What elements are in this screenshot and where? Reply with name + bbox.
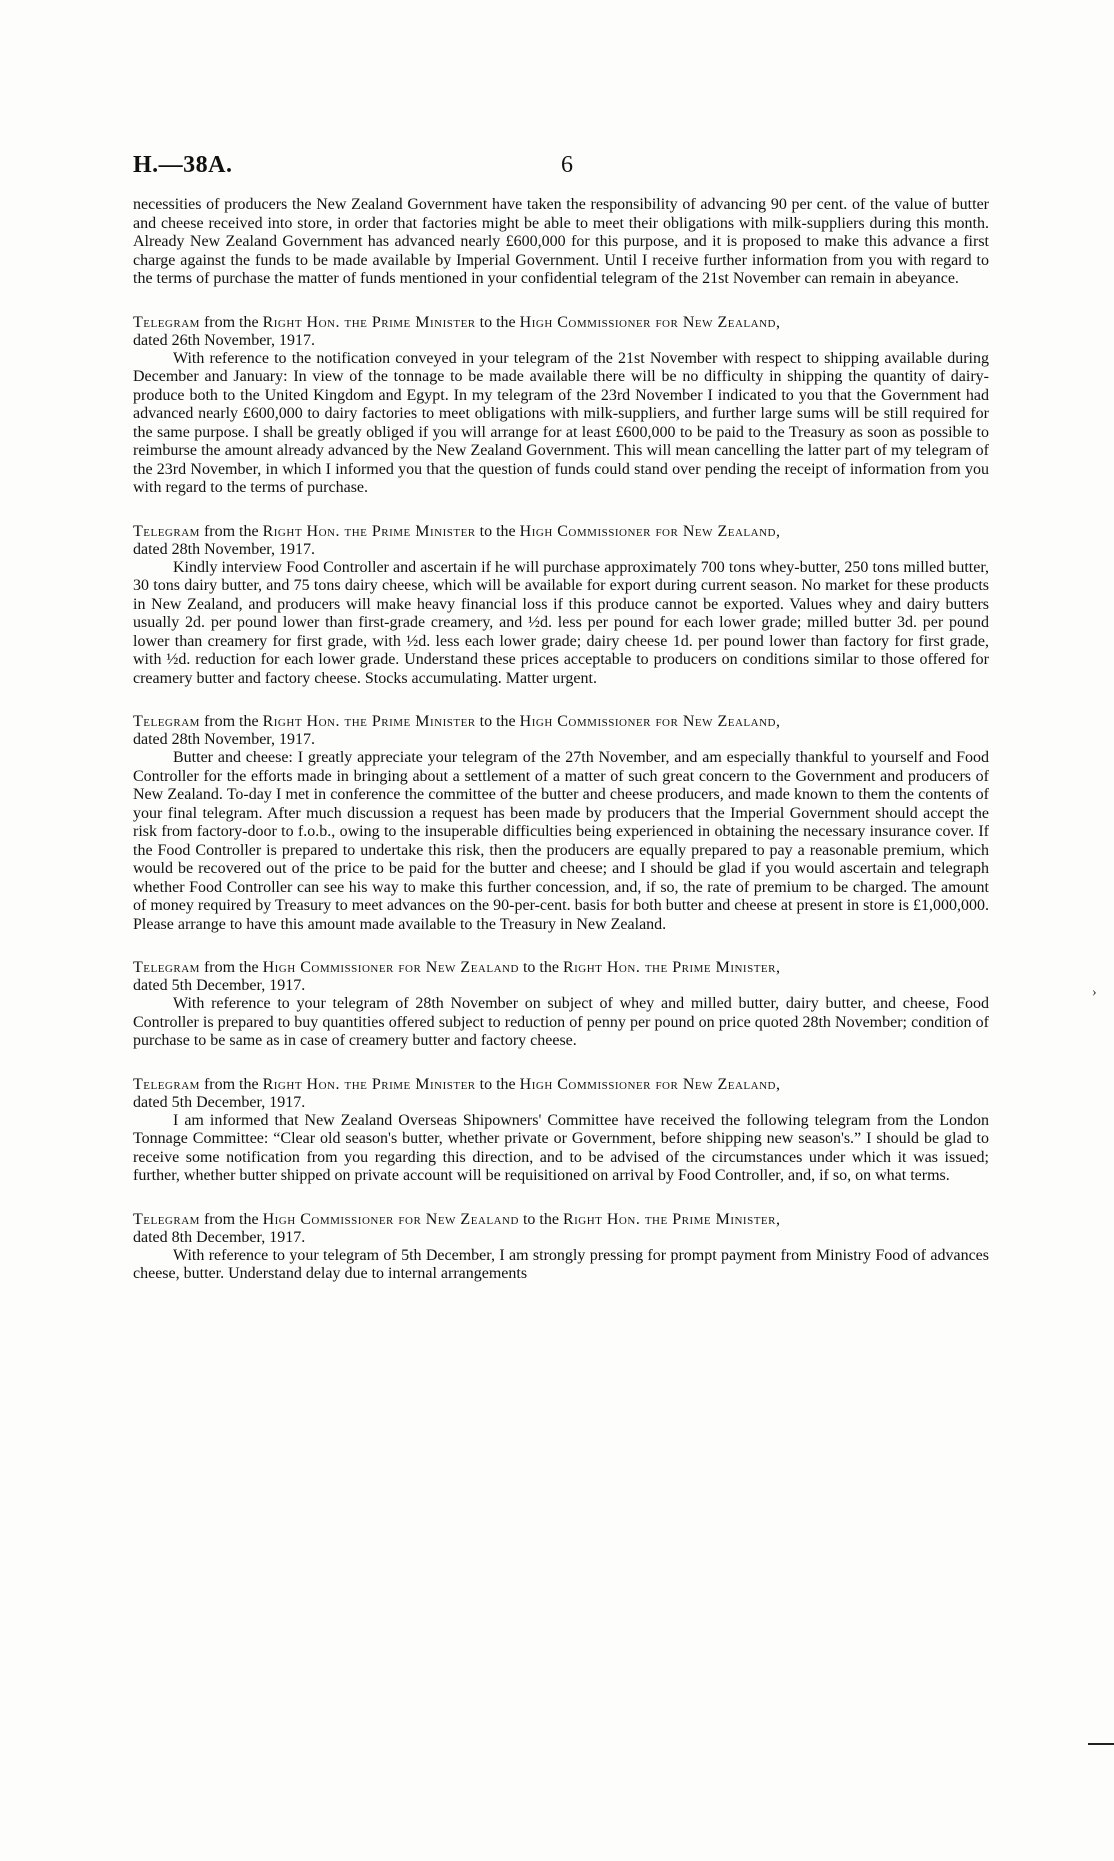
- telegram-label: Telegram: [133, 1210, 200, 1228]
- heading-connector: from the: [199, 959, 263, 976]
- telegram-sender: Right Hon. the Prime Minister: [262, 522, 476, 540]
- heading-punctuation: ,: [776, 522, 780, 540]
- heading-punctuation: ,: [776, 1075, 780, 1093]
- heading-connector: from the: [199, 522, 263, 540]
- telegram-body: With reference to your telegram of 28th November on subject of whey and milled butter, dairy butter, and cheese, Food Controller is prepared to buy quantities offered subject to reduction of penny per pound on price quoted 28th November; condition of purchase to be same as in case of creamery butter and factory cheese.: [133, 995, 989, 1049]
- heading-connector: to the: [518, 1210, 563, 1228]
- telegram-sender: Right Hon. the Prime Minister: [262, 1075, 476, 1093]
- telegram: [133, 713, 989, 934]
- telegram-heading: [133, 959, 989, 977]
- margin-mark: ›: [1092, 985, 1097, 1000]
- telegram-date: dated 28th November, 1917.: [133, 540, 315, 558]
- heading-connector: to the: [518, 959, 563, 976]
- telegram-recipient: Right Hon. the Prime Minister: [562, 1210, 776, 1228]
- heading-punctuation: ,: [776, 713, 780, 730]
- telegram-label: Telegram: [133, 522, 200, 540]
- heading-connector: from the: [199, 1075, 263, 1093]
- telegram: [133, 959, 989, 1051]
- telegram: [133, 1076, 989, 1186]
- telegram-body: Butter and cheese: I greatly appreciate your telegram of the 27th November, and am especially thankful to yourself and Food Controller for the efforts made in bringing about a settlement of a matter of such great concern to the Government and producers of New Zealand. To-day I met in conference the committee of the butter and cheese producers, and made known to them the contents of your final telegram. After much discussion a request has been made by producers that the Imperial Government should accept the risk from factory-door to f.o.b., owing to the insuperable difficulties being experienced in obtaining the necessary insurance cover. If the Food Controller is prepared to undertake this risk, then the producers are equally prepared to pay a reasonable premium, which would be recovered out of the price to be paid for the butter and cheese; and I should be glad if you would ascertain and telegraph whether Food Controller can see his way to make this further concession, and, if so, the rate of premium to be charged. The amount of money required by Treasury to meet advances on the 90-per-cent. basis for both butter and cheese at present in store is £1,000,000. Please arrange to have this amount made available to the Treasury in New Zealand.: [133, 749, 989, 933]
- page-header: [133, 152, 993, 186]
- telegram-sender: High Commissioner for New Zealand: [262, 959, 519, 976]
- telegram-date: dated 8th December, 1917.: [133, 1228, 306, 1246]
- page-content: [133, 196, 989, 1284]
- margin-rule: [1088, 1743, 1114, 1745]
- telegram: [133, 314, 989, 498]
- telegram-date: dated 5th December, 1917.: [133, 1093, 306, 1111]
- telegram-sender: High Commissioner for New Zealand: [262, 1210, 519, 1228]
- heading-connector: from the: [199, 1210, 263, 1228]
- telegram: [133, 523, 989, 689]
- telegram-recipient: High Commissioner for New Zealand: [519, 713, 776, 730]
- telegram-sender: Right Hon. the Prime Minister: [262, 713, 476, 730]
- heading-punctuation: ,: [776, 1210, 780, 1228]
- heading-punctuation: ,: [776, 959, 780, 976]
- telegram-date: dated 5th December, 1917.: [133, 977, 306, 994]
- telegram-heading: [133, 1211, 989, 1229]
- heading-connector: to the: [475, 313, 520, 331]
- heading-connector: to the: [475, 522, 520, 540]
- telegram-date: dated 28th November, 1917.: [133, 731, 315, 748]
- telegram-body: Kindly interview Food Controller and ascertain if he will purchase approximately 700 tons whey-butter, 250 tons milled butter, 30 tons dairy butter, and 75 tons dairy cheese, which will be available for export during current season. No market for these products in New Zealand, and producers will make heavy financial loss if this produce cannot be exported. Values whey and dairy butters usually 2d. per pound lower than first-grade creamery, and ½d. less per pound for each lower grade; milled butter 3d. per pound lower than creamery for first grade, with ½d. less each lower grade; dairy cheese 1d. per pound lower than factory for first grade, with ½d. reduction for each lower grade. Understand these prices acceptable to producers on conditions similar to those offered for creamery butter and factory cheese. Stocks accumulating. Matter urgent.: [133, 558, 989, 687]
- telegram-list: [133, 314, 989, 1284]
- telegram-heading: [133, 523, 989, 541]
- heading-punctuation: ,: [776, 313, 780, 331]
- telegram-label: Telegram: [133, 713, 200, 730]
- telegram-recipient: High Commissioner for New Zealand: [519, 313, 776, 331]
- telegram-sender: Right Hon. the Prime Minister: [262, 313, 476, 331]
- telegram-heading: [133, 713, 989, 731]
- telegram: [133, 1211, 989, 1284]
- telegram-date: dated 26th November, 1917.: [133, 331, 315, 349]
- telegram-recipient: High Commissioner for New Zealand: [519, 522, 776, 540]
- telegram-label: Telegram: [133, 1075, 200, 1093]
- heading-connector: from the: [199, 713, 263, 730]
- telegram-recipient: Right Hon. the Prime Minister: [562, 959, 776, 976]
- telegram-label: Telegram: [133, 313, 200, 331]
- heading-connector: from the: [199, 313, 263, 331]
- page-number: 6: [561, 152, 573, 178]
- opening-paragraph: necessities of producers the New Zealand Government have taken the responsibility of advancing 90 per cent. of the value of butter and cheese received into store, in order that factories might be able to meet their obligations with milk-suppliers during this month. Already New Zealand Government has advanced nearly £600,000 for this purpose, and it is proposed to make this advance a first charge against the funds to be made available by Imperial Government. Until I receive further information from you with regard to the terms of purchase the matter of funds mentioned in your confidential telegram of the 21st November can remain in abeyance.: [133, 196, 989, 287]
- telegram-heading: [133, 1076, 989, 1094]
- telegram-body: I am informed that New Zealand Overseas Shipowners' Committee have received the following telegram from the London Tonnage Committee: “Clear old season's butter, whether private or Government, before shipping new season's.” I should be glad to receive some notification from you regarding this direction, and to be advised of the circumstances under which it was issued; further, whether butter shipped on private account will be requisitioned on arrival by Food Controller, and, if so, on what terms.: [133, 1111, 989, 1184]
- telegram-label: Telegram: [133, 959, 200, 976]
- telegram-heading: [133, 314, 989, 332]
- telegram-body: With reference to your telegram of 5th December, I am strongly pressing for prompt payment from Ministry Food of advances cheese, butter. Understand delay due to internal arrangements: [133, 1246, 989, 1282]
- heading-connector: to the: [475, 713, 520, 730]
- heading-connector: to the: [475, 1075, 520, 1093]
- telegram-recipient: High Commissioner for New Zealand: [519, 1075, 776, 1093]
- document-code: H.—38A.: [133, 152, 233, 178]
- telegram-body: With reference to the notification conveyed in your telegram of the 21st November with respect to shipping available during December and January: In view of the tonnage to be made available there will be no difficulty in shipping the quantity of dairy-produce both to the United Kingdom and Egypt. In my telegram of the 23rd November I indicated to you that the Government had advanced nearly £600,000 to dairy factories to meet obligations with milk-suppliers, and further large sums will be still required for the same purpose. I shall be greatly obliged if you will arrange for at least £600,000 to be paid to the Treasury as soon as possible to reimburse the amount already advanced by the New Zealand Government. This will mean cancelling the latter part of my telegram of the 23rd November, in which I informed you that the question of funds could stand over pending the receipt of information from you with regard to the terms of purchase.: [133, 349, 989, 496]
